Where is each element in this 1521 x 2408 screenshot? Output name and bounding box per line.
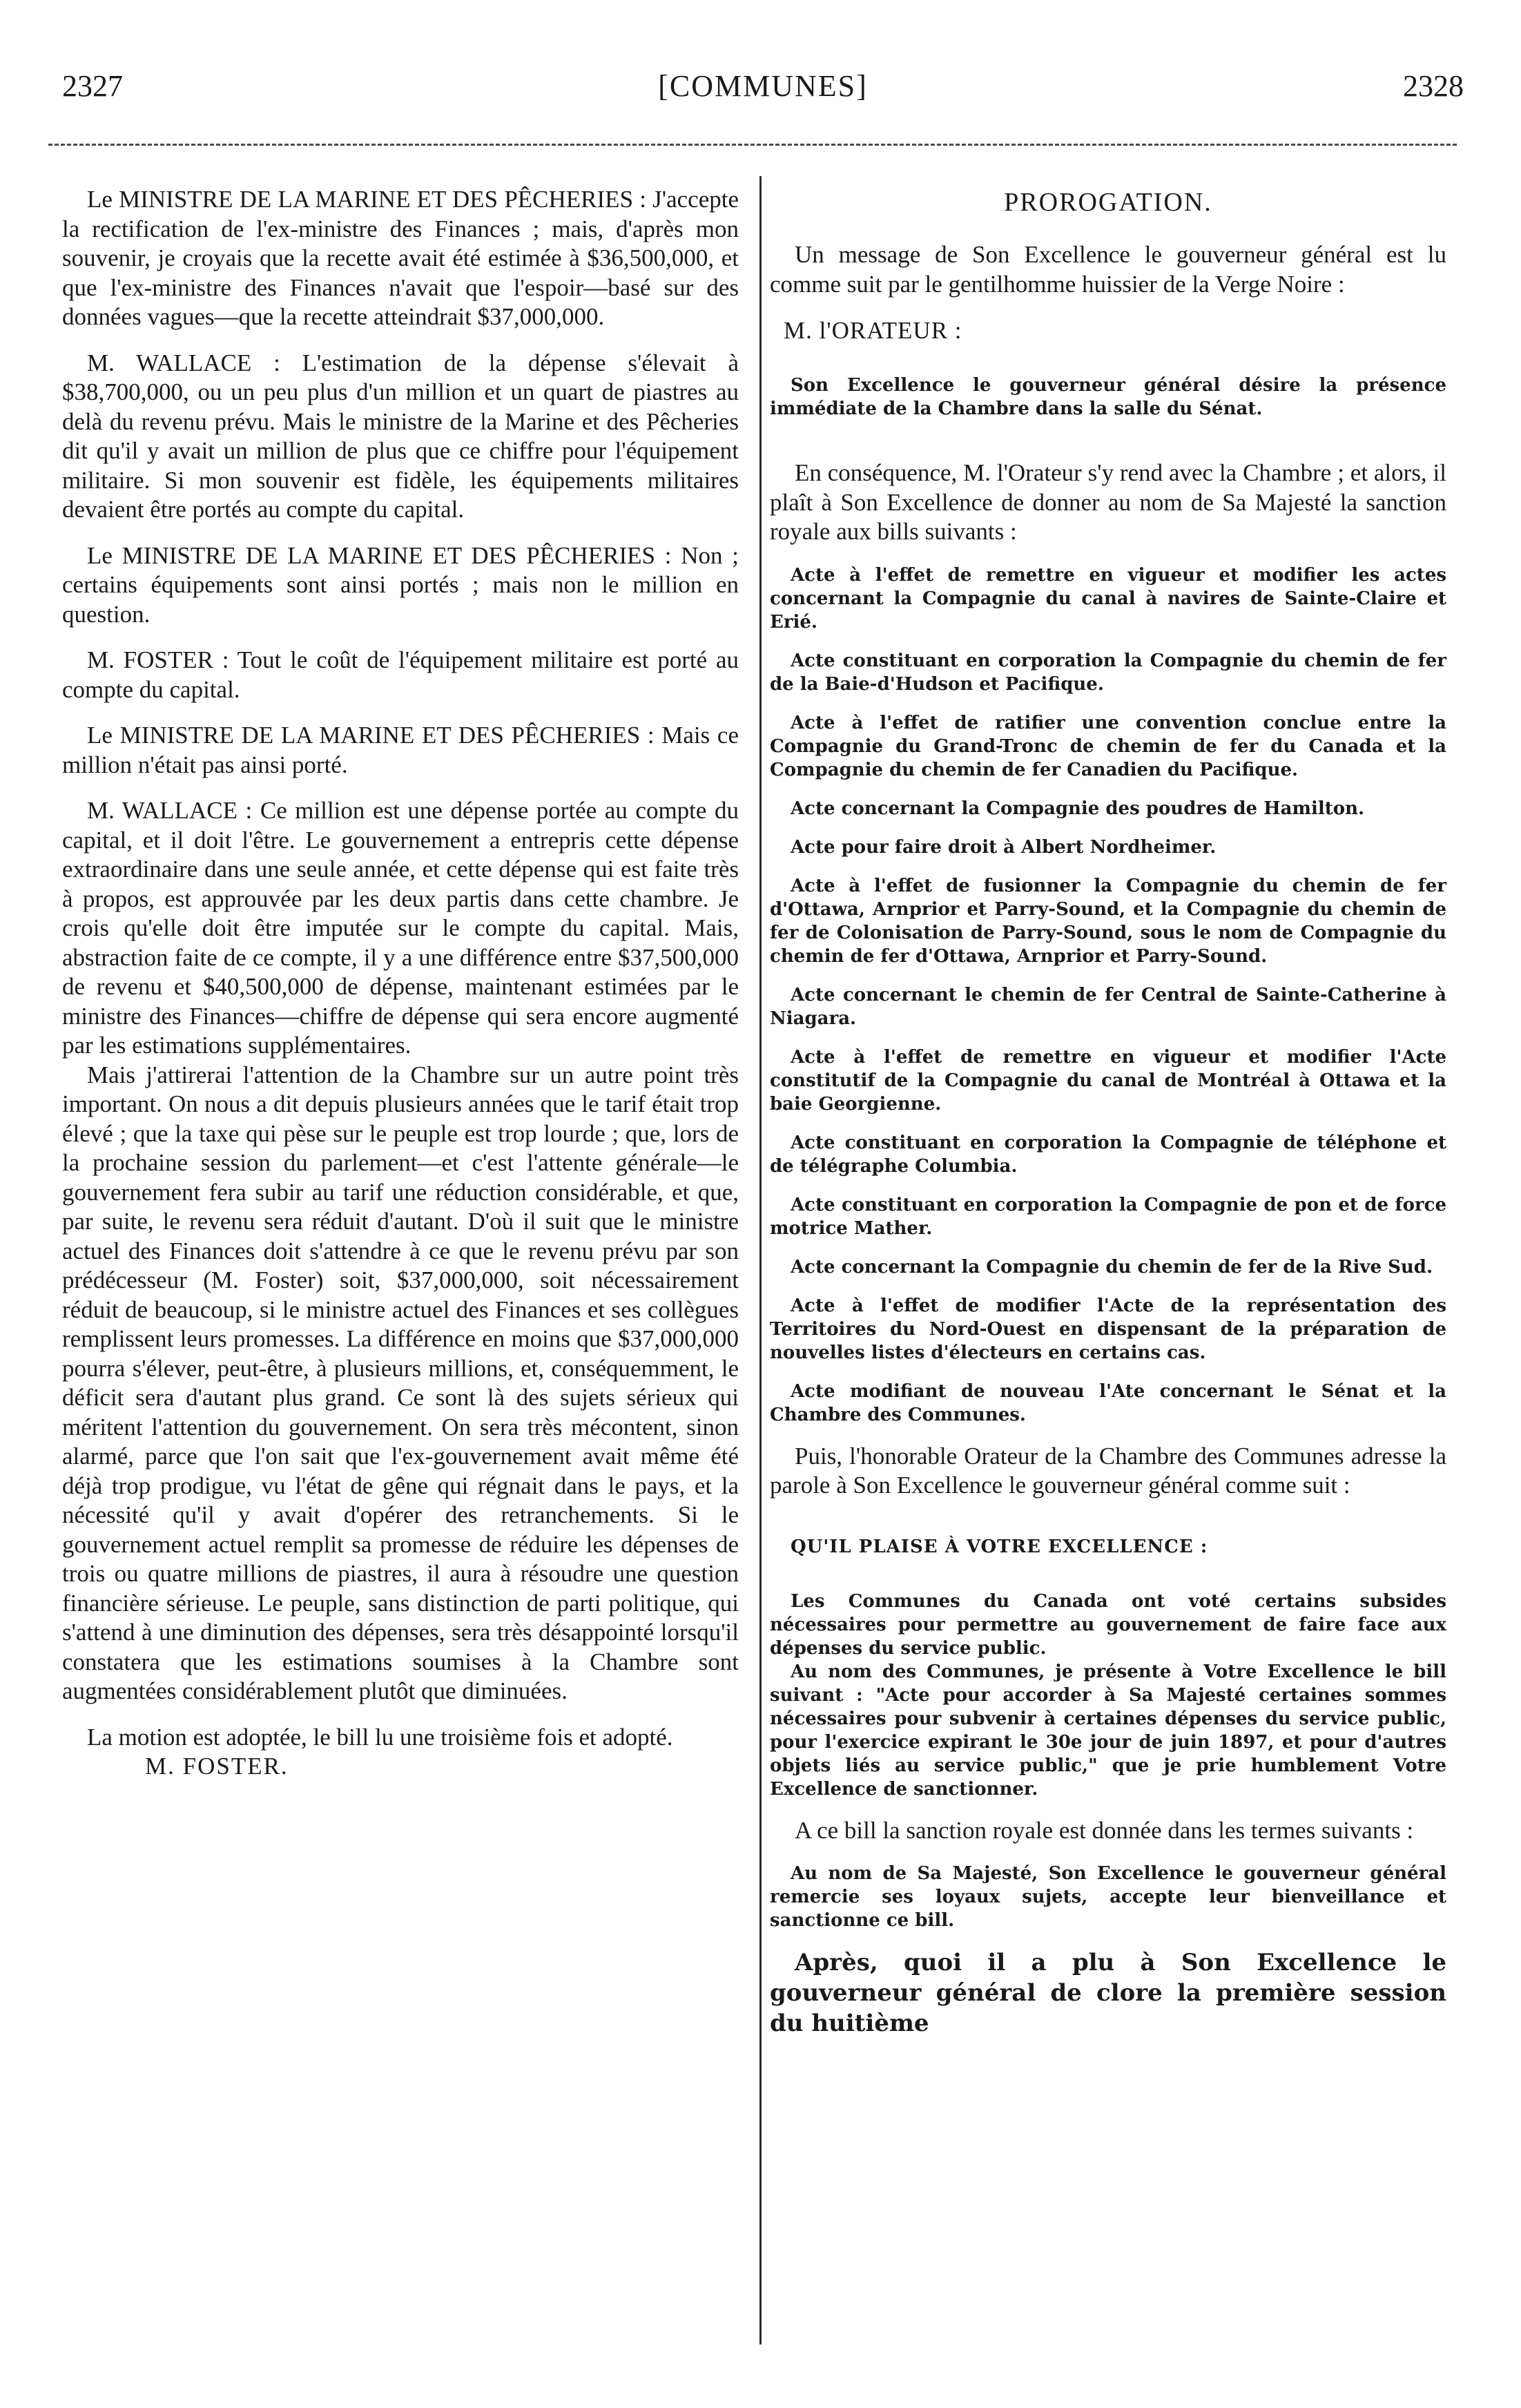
page-number-right: 2328 [1403, 69, 1464, 103]
paragraph: Le MINISTRE DE LA MARINE ET DES PÊCHERIES : Mais ce million n'était pas ainsi porté. [62, 722, 739, 778]
act-item: Acte constituant en corporation la Compagnie de pon et de force motrice Mather. [770, 1194, 1446, 1239]
paragraph: Le MINISTRE DE LA MARINE ET DES PÊCHERIES : J'accepte la rectification de l'ex-ministre des Finances ; mais, d'après mon souvenir, je croyais que la recette avait été estimée à $36,500,000, et que l'ex-ministre des Finances n'avait que l'espoir—basé sur des données vagues—que la recette atteindrait $37,000,000. [62, 186, 739, 330]
left-column [62, 185, 739, 1798]
act-item: Acte constituant en corporation la Compagnie de téléphone et de télégraphe Columbia. [770, 1132, 1446, 1177]
header-rule [48, 144, 1457, 146]
section-title: PROROGATION. [1004, 188, 1212, 217]
act-item: Acte concernant le chemin de fer Central de Sainte-Catherine à Niagara. [770, 984, 1446, 1029]
assent-text: Au nom de Sa Majesté, Son Excellence le gouverneur général remercie ses loyaux sujets, accepte leur bienveillance et sanctionne ce bill. [770, 1863, 1446, 1931]
act-item: Acte à l'effet de modifier l'Acte de la représentation des Territoires du Nord-Ouest en dispensant de la préparation de nouvelles listes d'électeurs en certains cas. [770, 1295, 1446, 1363]
acts-list [770, 564, 1446, 1427]
act-item: Acte constituant en corporation la Compagnie du chemin de fer de la Baie-d'Hudson et Pacifique. [770, 650, 1446, 695]
act-item: Acte pour faire droit à Albert Nordheimer. [791, 836, 1217, 858]
speaker-line: M. l'ORATEUR : [784, 317, 962, 344]
act-item: Acte à l'effet de remettre en vigueur et modifier les actes concernant la Compagnie du canal à navires de Sainte-Claire et Erié. [770, 564, 1446, 633]
act-item: Acte concernant la Compagnie des poudres de Hamilton. [791, 798, 1365, 819]
paragraph: M. WALLACE : Ce million est une dépense portée au compte du capital, et il doit l'être. Le gouvernement a entrepris cette dépense extraordinaire dans une seule année, et cette dépense qui est faite très à propos, est approuvée par les deux partis dans cette chambre. Je crois qu'elle doit être imputée sur le compte du capital. Mais, abstraction faite de ce compte, il y a une différence entre $37,500,000 de revenu et $40,500,000 de dépense, maintenant estimées par le ministre des Finances—chiffre de dépense qui sera encore augmenté par les estimations supplémentaires. [62, 797, 739, 1059]
address-text: Les Communes du Canada ont voté certains subsides nécessaires pour permettre au gouvernement de faire face aux dépenses du service public. [770, 1590, 1446, 1659]
act-item: Acte à l'effet de remettre en vigueur et modifier l'Acte constitutif de la Compagnie du canal de Montréal à Ottawa et la baie Georgienne. [770, 1046, 1446, 1115]
signature: M. FOSTER. [145, 1753, 289, 1780]
column-divider [759, 176, 762, 2344]
right-column [770, 185, 1446, 2039]
page-number-left: 2327 [62, 69, 123, 103]
page-header [62, 66, 1464, 114]
paragraph: En conséquence, M. l'Orateur s'y rend avec la Chambre ; et alors, il plaît à Son Excellence de donner au nom de Sa Majesté la sanction royale aux bills suivants : [770, 459, 1446, 545]
paragraph: Un message de Son Excellence le gouverneur général est lu comme suit par le gentilhomme huissier de la Verge Noire : [770, 241, 1446, 298]
paragraph: Puis, l'honorable Orateur de la Chambre des Communes adresse la parole à Son Excellence le gouverneur général comme suit : [770, 1442, 1446, 1499]
act-item: Acte à l'effet de ratifier une convention conclue entre la Compagnie du Grand-Tronc de chemin de fer du Canada et la Compagnie du chemin de fer Canadien du Pacifique. [770, 712, 1446, 780]
paragraph: M. FOSTER : Tout le coût de l'équipement militaire est porté au compte du capital. [62, 646, 739, 703]
paragraph: Mais j'attirerai l'attention de la Chambre sur un autre point très important. On nous a dit depuis plusieurs années que le tarif était trop élevé ; que la taxe qui pèse sur le peuple est trop lourde ; que, lors de la prochaine session du parlement—et c'est l'attente générale—le gouvernement fera subir au tarif une réduction considérable, et que, par suite, le revenu sera réduit d'autant. D'où il suit que le ministre actuel des Finances doit s'attendre à ce que le revenu prévu par son prédécesseur (M. Foster) soit, $37,000,000, soit nécessairement réduit de beaucoup, si le ministre actuel des Finances et ses collègues remplissent leurs promesses. La différence en moins que $37,000,000 pourra s'élever, peut-être, à plusieurs millions, et, conséquemment, le déficit sera d'autant plus grand. Ce sont là des sujets sérieux qui méritent l'attention du gouvernement. On sera très mécontent, sinon alarmé, parce que l'on sait que l'ex-gouvernement avait même été déjà trop prodigue, vu l'état de gêne qui régnait dans le pays, et la nécessité qu'il y avait d'opérer des retranchements. Si le gouvernement actuel remplit sa promesse de réduire les dépenses de trois ou quatre millions de piastres, il aura à résoudre une question financière sérieuse. Le peuple, sans distinction de parti politique, qui s'attend à une diminution des dépenses, sera très désappointé lorsqu'il constatera que les estimations soumises à la Chambre sont augmentées considérablement plutôt que diminuées. [62, 1061, 739, 1704]
address-heading: QU'IL PLAISE À VOTRE EXCELLENCE : [791, 1536, 1208, 1557]
message-text: Son Excellence le gouverneur général désire la présence immédiate de la Chambre dans la salle du Sénat. [770, 375, 1446, 419]
running-title: [COMMUNES] [658, 69, 868, 103]
paragraph: M. WALLACE : L'estimation de la dépense s'élevait à $38,700,000, ou un peu plus d'un million et un quart de piastres au delà du revenu prévu. Mais le ministre de la Marine et des Pêcheries dit qu'il y avait un million de plus que ce chiffre pour l'équipement militaire. Si mon souvenir est fidèle, les équipements militaires devaient être portés au compte du capital. [62, 349, 739, 523]
paragraph: A ce bill la sanction royale est donnée dans les termes suivants : [795, 1816, 1414, 1844]
closing-paragraph: Après, quoi il a plu à Son Excellence le gouverneur général de clore la première session du huitième [770, 1949, 1446, 2037]
act-item: Acte concernant la Compagnie du chemin de fer de la Rive Sud. [791, 1256, 1433, 1278]
act-item: Acte à l'effet de fusionner la Compagnie du chemin de fer d'Ottawa, Arnprior et Parry-Sound, et la Compagnie du chemin de fer de Colonisation de Parry-Sound, sous le nom de Compagnie du chemin de fer d'Ottawa, Arnprior et Parry-Sound. [770, 875, 1446, 967]
paragraph: Le MINISTRE DE LA MARINE ET DES PÊCHERIES : Non ; certains équipements sont ainsi portés ; mais non le million en question. [62, 541, 739, 628]
act-item: Acte modifiant de nouveau l'Ate concernant le Sénat et la Chambre des Communes. [770, 1380, 1446, 1425]
paragraph: La motion est adoptée, le bill lu une troisième fois et adopté. [87, 1723, 673, 1751]
address-text: Au nom des Communes, je présente à Votre Excellence le bill suivant : "Acte pour accorder à Sa Majesté certaines sommes nécessaires pour subvenir à certaines dépenses du service public, pour l'exercice expirant le 30e jour de juin 1897, et pour d'autres objets liés au service public," que je prie humblement Votre Excellence de sanctionner. [770, 1661, 1446, 1800]
